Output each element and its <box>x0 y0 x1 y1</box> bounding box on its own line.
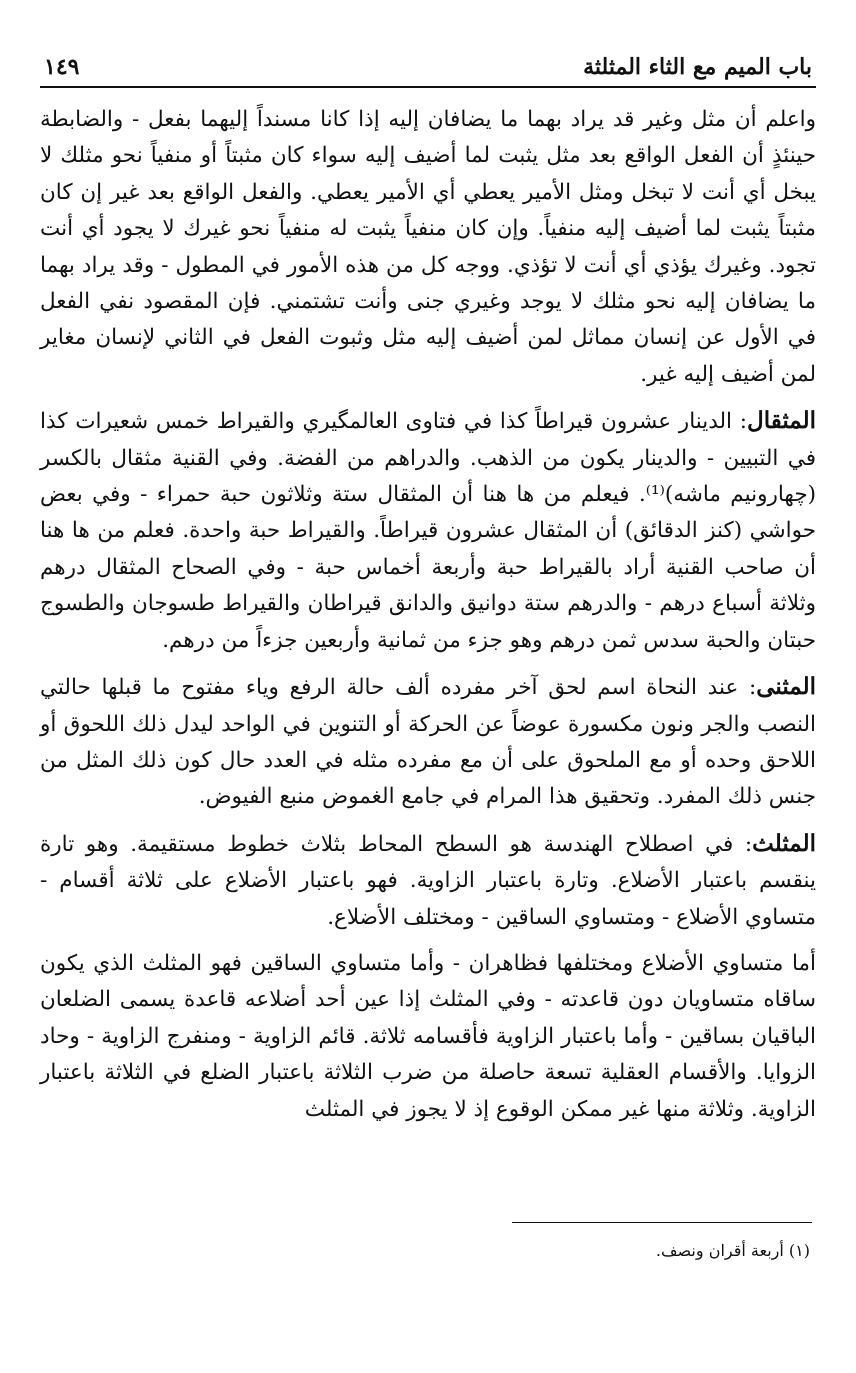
paragraph <box>40 102 816 393</box>
entry-term: المثلث <box>752 829 816 857</box>
paragraph-text: : في اصطلاح الهندسة هو السطح المحاط بثلاث خطوط مستقيمة. وهو تارة ينقسم باعتبار الأضلاع. وتارة باعتبار الزاوية. فهو باعتبار الأضلاع على ثلاثة أقسام - متساوي الأضلاع - ومتساوي الساقين - ومختلف الأضلاع. <box>40 831 816 930</box>
entry-term: المثقال <box>747 407 816 435</box>
page-number: ١٤٩ <box>44 54 80 80</box>
paragraph-mithqal <box>40 403 816 659</box>
paragraph-text: أما متساوي الأضلاع ومختلفها فظاهران - وأما متساوي الساقين فهو المثلث الذي يكون ساقاه متساويان دون قاعدته - وفي المثلث إذا عين أحد أضلاعه قاعدة يسمى الضلعان الباقيان بساقين - وأما باعتبار الزاوية فأقسامه ثلاثة. قائم الزاوية - ومنفرج الزاوية - وحاد الزوايا. والأقسام العقلية تسعة حاصلة من ضرب الثلاثة باعتبار الضلع في الثلاثة باعتبار الزاوية. وثلاثة منها غير ممكن الوقوع إذ لا يجوز في المثلث <box>40 950 816 1122</box>
footnote: (١) أربعة أقران ونصف. <box>655 1241 810 1260</box>
paragraph <box>40 946 816 1128</box>
paragraph-text: : الدينار عشرون قيراطاً كذا في فتاوى العالمگيري والقيراط خمس شعيرات كذا في التبيين - والدينار يكون من الذهب. والدراهم من الفضة. وفي القنية مثقال بالكسر (چهارونيم ماشه)⁽¹⁾. فيعلم من ها هنا أن المثقال ستة وثلاثون حبة حمراء - وفي بعض حواشي (كنز الدقائق) أن المثقال عشرون قيراطاً. والقيراط حبة واحدة. فعلم من ها هنا أن صاحب القنية أراد بالقيراط حبة وأربعة أخماس حبة - وفي الصحاح المثقال درهم وثلاثة أسباع درهم - والدرهم ستة دوانيق والدانق قيراطان والقيراط طسوجان والطسوج حبتان والحبة سدس ثمن درهم وهو جزء من ثمانية وأربعين جزءاً من درهم. <box>40 409 816 653</box>
entry-term: المثنى <box>756 673 816 701</box>
header-rule <box>40 86 816 88</box>
paragraph-text: واعلم أن مثل وغير قد يراد بهما ما يضافان إليه إذا كانا مسنداً إليهما بفعل - والضابطة حينئذٍ أن الفعل الواقع بعد مثل يثبت لما أضيف إليه سواء كان مثبتاً أو منفياً نحو مثلك لا يبخل أي أنت لا تبخل ومثل الأمير يعطي أي الأمير يعطي. والفعل الواقع بعد غير إن كان مثبتاً يثبت لما أضيف إليه منفياً. وإن كان منفياً يثبت له منفياً نحو غيرك لا يجود أي أنت تجود. وغيرك يؤذي أي أنت لا تؤذي. ووجه كل من هذه الأمور في المطول - وقد يراد بهما ما يضافان إليه نحو مثلك لا يوجد وغيري جنى وأنت تشتمني. فإن المقصود نفي الفعل في الأول عن إنسان مماثل لمن أضيف إليه مثل وثبوت الفعل في الثاني لإنسان مغاير لمن أضيف إليه غير. <box>40 107 816 387</box>
paragraph-text: : عند النحاة اسم لحق آخر مفرده ألف حالة الرفع وياء مفتوح ما قبلها حالتي النصب والجر ونون مكسورة عوضاً عن الحركة أو التنوين في الواحد ليدل ذلك اللحوق أو اللاحق وحده أو مع الملحوق على أن مع مفرده مثله في العدد حال كون ذلك المثل من جنس ذلك المفرد. وتحقيق هذا المرام في جامع الغموض منبع الفيوض. <box>40 675 816 810</box>
page-header <box>40 52 816 86</box>
paragraph-muthanna <box>40 669 816 816</box>
footnote-rule <box>512 1222 812 1223</box>
paragraph-muthallath <box>40 826 816 936</box>
running-title: باب الميم مع الثاء المثلثة <box>583 54 812 80</box>
page <box>40 52 816 1138</box>
